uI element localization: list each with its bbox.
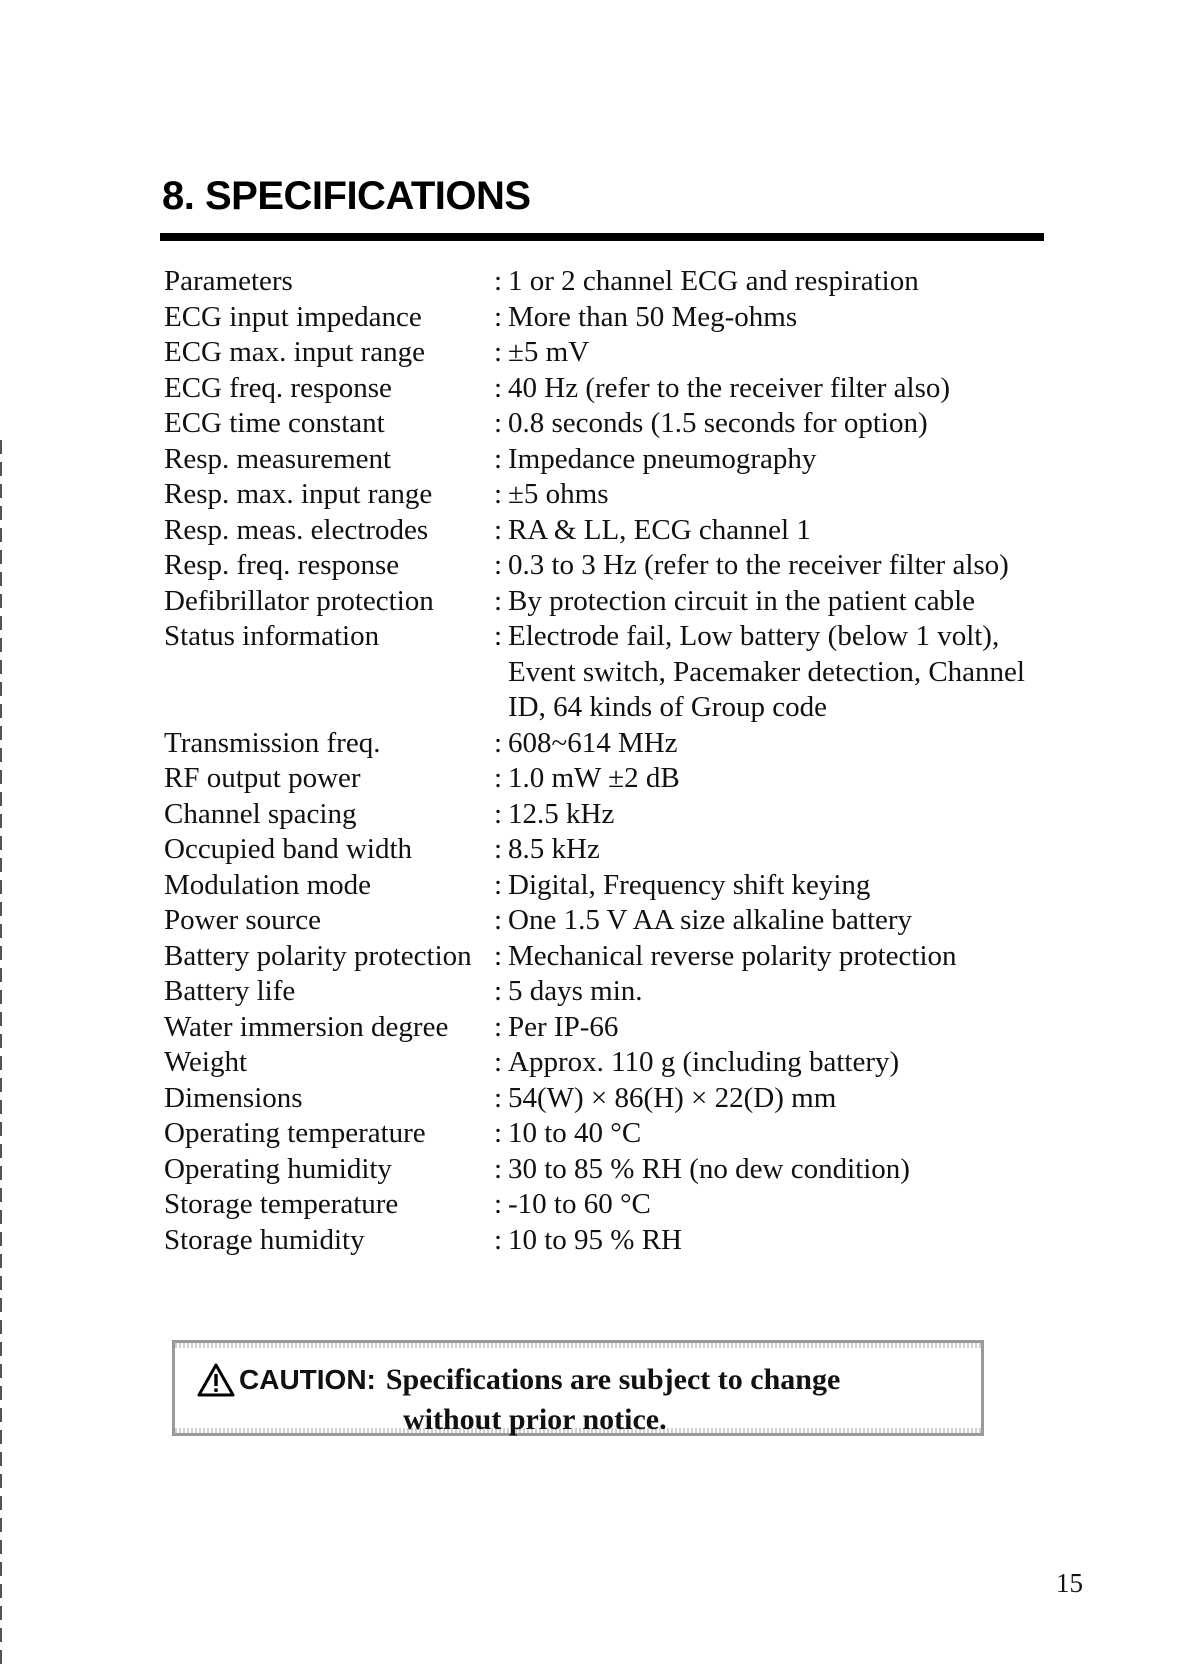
- spec-separator: :: [494, 407, 503, 439]
- spec-row: [164, 264, 1064, 300]
- spec-label: Power source: [164, 904, 322, 936]
- spec-separator: :: [494, 442, 503, 475]
- spec-label: Water immersion degree: [164, 1010, 449, 1043]
- spec-value: Mechanical reverse polarity protection: [508, 939, 957, 972]
- spec-label: ECG input impedance: [164, 300, 422, 333]
- spec-label: Resp. max. input range: [164, 478, 433, 510]
- spec-row: [164, 868, 1064, 904]
- spec-label: Occupied band width: [164, 833, 413, 865]
- spec-row: [164, 548, 1064, 584]
- spec-value: 0.3 to 3 Hz (refer to the receiver filter also): [508, 549, 1009, 581]
- spec-value: ±5 mV: [508, 336, 590, 368]
- spec-label: Resp. measurement: [164, 442, 392, 475]
- spec-row: [164, 335, 1064, 371]
- spec-separator: :: [494, 726, 503, 759]
- spec-value: Digital, Frequency shift keying: [508, 868, 871, 901]
- specifications-table: [164, 264, 1064, 1258]
- spec-label: Battery life: [164, 975, 296, 1007]
- spec-separator: :: [494, 797, 503, 830]
- spec-separator: :: [494, 300, 503, 333]
- spec-value: More than 50 Meg-ohms: [508, 300, 798, 333]
- spec-separator: :: [494, 1081, 503, 1114]
- spec-label: Battery polarity protection: [164, 939, 472, 972]
- spec-separator: :: [494, 833, 503, 865]
- spec-label: Operating temperature: [164, 1117, 426, 1149]
- spec-value: 40 Hz (refer to the receiver filter also): [508, 371, 951, 404]
- spec-row: [164, 1045, 1064, 1081]
- page-title: 8. SPECIFICATIONS: [162, 174, 531, 218]
- spec-value: 8.5 kHz: [508, 833, 600, 865]
- spec-label: Storage temperature: [164, 1188, 399, 1220]
- spec-label: Resp. meas. electrodes: [164, 513, 429, 546]
- spec-separator: :: [494, 1117, 503, 1149]
- spec-separator: :: [494, 549, 503, 581]
- spec-value: 12.5 kHz: [508, 797, 615, 830]
- spec-value: 30 to 85 % RH (no dew condition): [508, 1152, 910, 1185]
- spec-row: [164, 903, 1064, 939]
- caution-text-line2: without prior notice.: [403, 1403, 667, 1436]
- spec-row: [164, 1081, 1064, 1117]
- spec-value: 10 to 40 °C: [508, 1117, 642, 1149]
- caution-first-line: [197, 1363, 840, 1397]
- title-rule: [160, 233, 1044, 241]
- spec-row: [164, 974, 1064, 1010]
- spec-separator: :: [494, 975, 503, 1007]
- spec-separator: :: [494, 584, 503, 617]
- spec-row: [164, 1152, 1064, 1188]
- spec-row: [164, 832, 1064, 868]
- caution-box: [172, 1340, 984, 1436]
- spec-separator: :: [494, 762, 503, 794]
- spec-separator: :: [494, 1046, 503, 1078]
- spec-separator: :: [494, 336, 503, 368]
- spec-row: [164, 1116, 1064, 1152]
- spec-value: Approx. 110 g (including battery): [508, 1046, 900, 1078]
- spec-row: [164, 371, 1064, 407]
- spec-separator: :: [494, 1010, 503, 1043]
- spec-row: [164, 761, 1064, 797]
- spec-value: Per IP-66: [508, 1010, 619, 1043]
- spec-row: [164, 619, 1064, 726]
- spec-separator: :: [494, 1188, 503, 1220]
- spec-separator: :: [494, 371, 503, 404]
- spec-label: Defibrillator protection: [164, 584, 434, 617]
- spec-value: 5 days min.: [508, 975, 643, 1007]
- spec-separator: :: [494, 868, 503, 901]
- spec-label: Parameters: [164, 265, 293, 297]
- spec-row: [164, 406, 1064, 442]
- spec-label: Transmission freq.: [164, 726, 381, 759]
- spec-label: Channel spacing: [164, 797, 357, 830]
- spec-label: Weight: [164, 1046, 248, 1078]
- spec-row: [164, 797, 1064, 833]
- spec-label: ECG time constant: [164, 407, 385, 439]
- spec-label: ECG freq. response: [164, 371, 392, 404]
- spec-row: [164, 726, 1064, 762]
- spec-label: Operating humidity: [164, 1152, 392, 1185]
- spec-value: By protection circuit in the patient cable: [508, 584, 976, 617]
- scan-edge-mark: [0, 440, 2, 1664]
- caution-label: CAUTION:: [239, 1364, 376, 1395]
- spec-label: ECG max. input range: [164, 336, 425, 368]
- spec-label: Dimensions: [164, 1081, 303, 1114]
- spec-row: [164, 513, 1064, 549]
- spec-value: 1.0 mW ±2 dB: [508, 762, 680, 794]
- spec-value: One 1.5 V AA size alkaline battery: [508, 904, 913, 936]
- spec-value: RA & LL, ECG channel 1: [508, 513, 811, 546]
- spec-value: ±5 ohms: [508, 478, 609, 510]
- caution-text-line1: Specifications are subject to change: [385, 1363, 841, 1396]
- spec-value: 10 to 95 % RH: [508, 1223, 682, 1256]
- spec-row: [164, 1223, 1064, 1259]
- spec-value: 0.8 seconds (1.5 seconds for option): [508, 407, 928, 439]
- spec-value: 54(W) × 86(H) × 22(D) mm: [508, 1081, 837, 1114]
- spec-row: [164, 1187, 1064, 1223]
- spec-separator: :: [494, 513, 503, 546]
- spec-label: Modulation mode: [164, 868, 372, 901]
- spec-value: Impedance pneumography: [508, 442, 817, 475]
- spec-label: Status information: [164, 620, 380, 652]
- spec-row: [164, 477, 1064, 513]
- spec-value: 1 or 2 channel ECG and respiration: [508, 265, 919, 297]
- spec-separator: :: [494, 1152, 503, 1185]
- spec-label: Resp. freq. response: [164, 549, 400, 581]
- spec-value: Electrode fail, Low battery (below 1 volt), Event switch, Pacemaker detection, Channel ID, 64 kinds of Group code: [508, 620, 1025, 723]
- spec-row: [164, 442, 1064, 478]
- spec-separator: :: [494, 620, 503, 652]
- spec-value: -10 to 60 °C: [508, 1188, 651, 1220]
- spec-row: [164, 584, 1064, 620]
- spec-separator: :: [494, 904, 503, 936]
- spec-separator: :: [494, 1223, 503, 1256]
- spec-label: Storage humidity: [164, 1223, 365, 1256]
- spec-separator: :: [494, 478, 503, 510]
- warning-triangle-icon: [197, 1363, 235, 1397]
- spec-row: [164, 939, 1064, 975]
- spec-value: 608~614 MHz: [508, 726, 678, 759]
- page-number: 15: [1056, 1568, 1083, 1598]
- spec-row: [164, 1010, 1064, 1046]
- spec-label: RF output power: [164, 762, 361, 794]
- spec-separator: :: [494, 265, 503, 297]
- spec-separator: :: [494, 939, 503, 972]
- spec-row: [164, 300, 1064, 336]
